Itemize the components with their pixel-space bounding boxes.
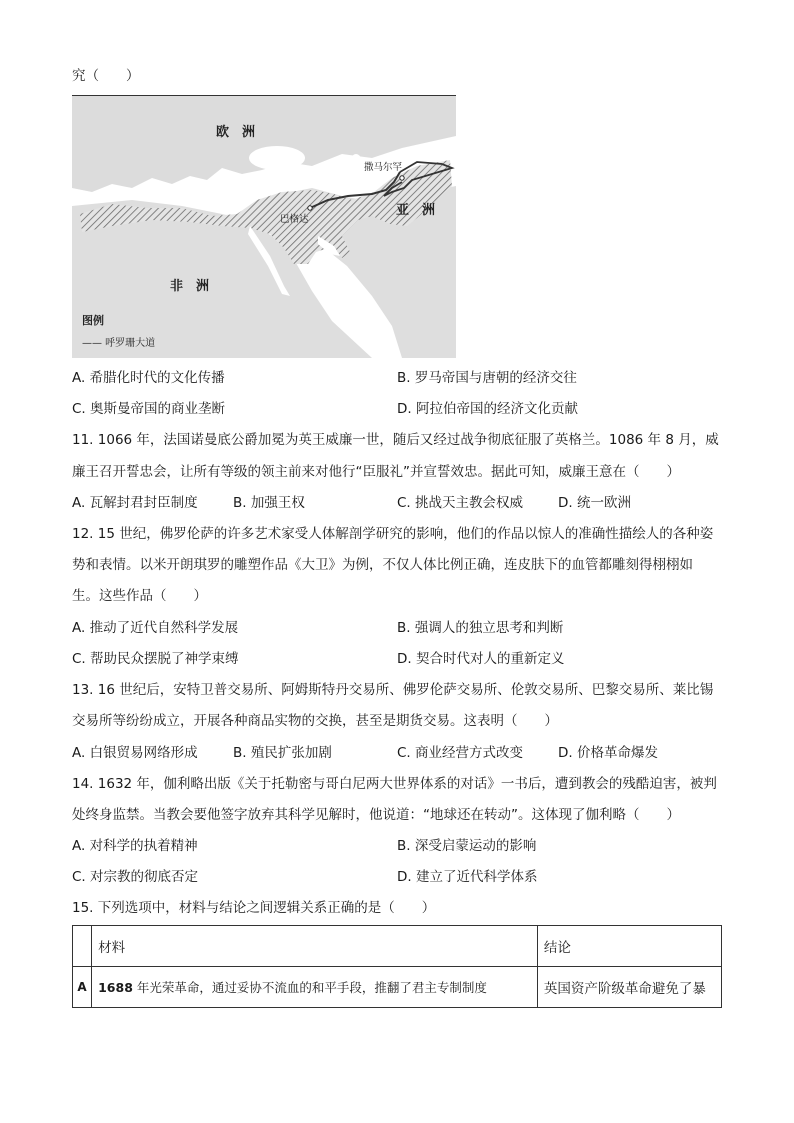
q15-row-conclusion: 英国资产阶级革命避免了暴 — [537, 967, 721, 1008]
q12-line-2: 势和表情。以米开朗琪罗的雕塑作品《大卫》为例，不仅人体比例正确，连皮肤下的血管都雕刻得栩栩如 — [72, 557, 693, 573]
q12-line-1: 12. 15 世纪，佛罗伦萨的许多艺术家受人体解剖学研究的影响，他们的作品以惊人的准确性描绘人的各种姿 — [72, 526, 714, 542]
table-row — [73, 967, 722, 1008]
baghdad-label: 巴格达 — [280, 214, 309, 225]
europe-label: 欧 洲 — [216, 125, 256, 140]
q15-header-blank — [73, 926, 92, 967]
q15-row-material — [92, 967, 538, 1008]
q15-row-label: A — [73, 967, 92, 1008]
q12-option-b[interactable]: B. 强调人的独立思考和判断 — [397, 620, 564, 636]
black-sea — [249, 146, 305, 170]
q11-option-b[interactable]: B. 加强王权 — [233, 495, 305, 511]
q13-line-1: 13. 16 世纪后，安特卫普交易所、阿姆斯特丹交易所、佛罗伦萨交易所、伦敦交易所、巴黎交易所、莱比锡 — [72, 682, 714, 698]
baghdad-marker — [308, 206, 312, 210]
q10-option-b[interactable]: B. 罗马帝国与唐朝的经济交往 — [397, 370, 577, 386]
africa-label: 非 洲 — [170, 279, 210, 294]
q11-line-2: 廉王召开誓忠会，让所有等级的领主前来对他行“臣服礼”并宣誓效忠。据此可知，威廉王意在（ ） — [72, 464, 680, 480]
asia-label: 亚 洲 — [396, 203, 436, 218]
khorasan-road-map — [72, 95, 456, 358]
q12-option-a[interactable]: A. 推动了近代自然科学发展 — [72, 620, 239, 636]
q11-option-d[interactable]: D. 统一欧洲 — [558, 495, 631, 511]
map-figure — [72, 96, 456, 358]
q10-option-c[interactable]: C. 奥斯曼帝国的商业垄断 — [72, 401, 226, 417]
q14-line-1: 14. 1632 年，伽利略出版《关于托勒密与哥白尼两大世界体系的对话》一书后，遭到教会的残酷迫害，被判 — [72, 776, 717, 792]
q15-material-year: 1688 — [98, 980, 133, 995]
q14-option-b[interactable]: B. 深受启蒙运动的影响 — [397, 838, 537, 854]
q15-header-conclusion: 结论 — [537, 926, 721, 967]
q14-option-d[interactable]: D. 建立了近代科学体系 — [397, 869, 538, 885]
q15-material-text: 年光荣革命，通过妥协不流血的和平手段，推翻了君主专制制度 — [132, 980, 487, 995]
q10-option-d[interactable]: D. 阿拉伯帝国的经济文化贡献 — [397, 401, 578, 417]
q12-line-3: 生。这些作品（ ） — [72, 588, 207, 604]
legend-title: 图例 — [82, 314, 104, 327]
q14-line-2: 处终身监禁。当教会要他签字放弃其科学见解时，他说道：“地球还在转动”。这体现了伽利略（ ） — [72, 807, 680, 823]
q13-option-c[interactable]: C. 商业经营方式改变 — [397, 745, 524, 761]
samarkand-label: 撒马尔罕 — [364, 162, 403, 173]
q15-header-material: 材料 — [92, 926, 538, 967]
q13-option-d[interactable]: D. 价格革命爆发 — [558, 745, 658, 761]
q15-table — [72, 925, 722, 1008]
q13-option-a[interactable]: A. 白银贸易网络形成 — [72, 745, 198, 761]
legend-item: —— 呼罗珊大道 — [82, 338, 156, 349]
q11-line-1: 11. 1066 年，法国诺曼底公爵加冕为英王威廉一世，随后又经过战争彻底征服了英格兰。1086 年 8 月，威 — [72, 432, 719, 448]
q10-stem-tail: 究（ ） — [72, 68, 140, 84]
q11-option-c[interactable]: C. 挑战天主教会权威 — [397, 495, 524, 511]
q13-option-b[interactable]: B. 殖民扩张加剧 — [233, 745, 332, 761]
q14-option-c[interactable]: C. 对宗教的彻底否定 — [72, 869, 199, 885]
q12-option-d[interactable]: D. 契合时代对人的重新定义 — [397, 651, 565, 667]
q10-option-a[interactable]: A. 希腊化时代的文化传播 — [72, 370, 225, 386]
q11-option-a[interactable]: A. 瓦解封君封臣制度 — [72, 495, 198, 511]
q14-option-a[interactable]: A. 对科学的执着精神 — [72, 838, 198, 854]
caspian-sea — [347, 154, 365, 198]
samarkand-marker — [400, 176, 404, 180]
q15-stem: 15. 下列选项中，材料与结论之间逻辑关系正确的是（ ） — [72, 900, 436, 916]
q13-line-2: 交易所等纷纷成立，开展各种商品实物的交换，甚至是期货交易。这表明（ ） — [72, 713, 558, 729]
q12-option-c[interactable]: C. 帮助民众摆脱了神学束缚 — [72, 651, 239, 667]
q15-table-header-row — [73, 926, 722, 967]
